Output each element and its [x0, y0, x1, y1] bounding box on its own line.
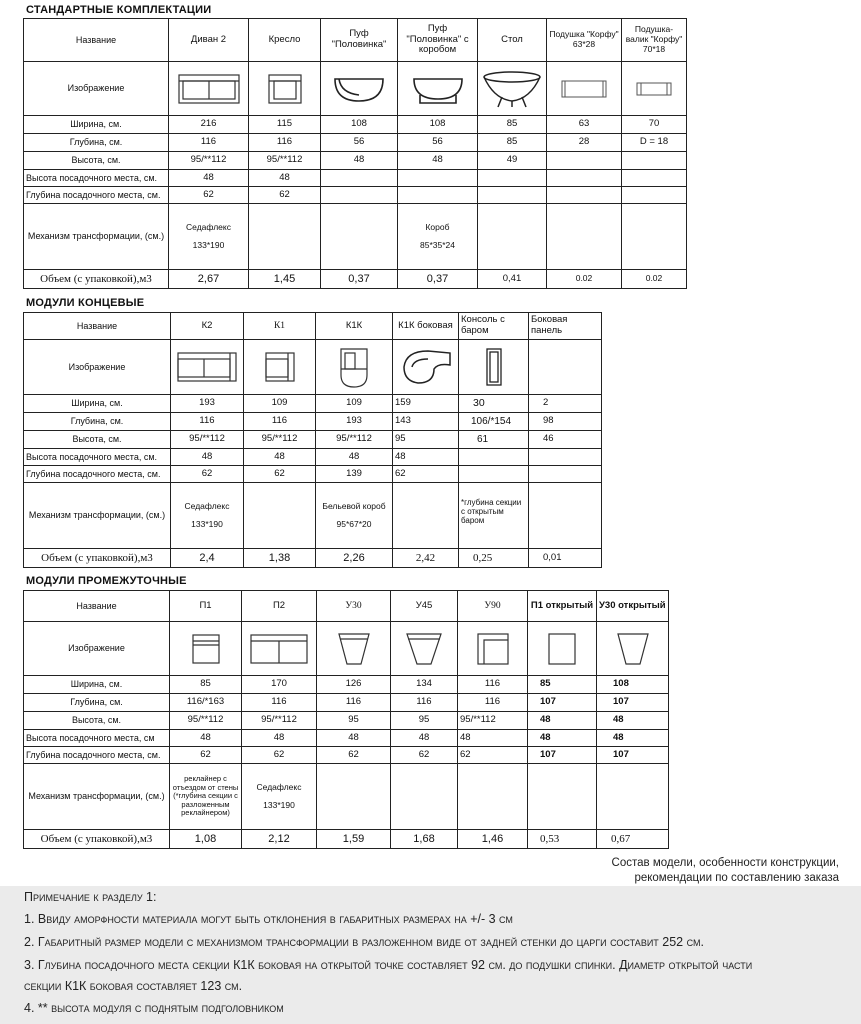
column-name: У30	[317, 591, 391, 622]
cell-value: 1,45	[249, 270, 321, 289]
mechanism-cell	[170, 764, 242, 830]
row-label-height: Высота, см.	[24, 431, 171, 449]
row-label-width: Ширина, см.	[24, 676, 170, 694]
mechanism-size: 85*35*24	[420, 239, 455, 250]
mechanism-cell	[321, 204, 398, 270]
image-cell	[321, 62, 398, 116]
middle-modules-table	[23, 590, 669, 849]
image-cell	[547, 62, 622, 116]
cell-value: 28	[547, 134, 622, 152]
cell-value: 56	[398, 134, 478, 152]
mechanism-cell	[393, 483, 459, 549]
mechanism-cell	[398, 204, 478, 270]
mechanism-title: реклайнер с отъездом от стены (*глубина секции с разложенным реклайнером)	[172, 773, 239, 818]
cell-value: 116	[458, 676, 528, 694]
table-row	[24, 413, 602, 431]
table-row	[24, 204, 687, 270]
cell-value: 62	[244, 466, 316, 483]
cell-value: 2,67	[169, 270, 249, 289]
image-cell	[597, 622, 669, 676]
cell-value: 95	[391, 712, 458, 730]
table-row	[24, 676, 669, 694]
cell-value: 109	[316, 395, 393, 413]
image-cell	[316, 340, 393, 395]
notes-panel	[0, 886, 861, 1024]
cell-value: 0,41	[478, 270, 547, 289]
cell-value: 48	[317, 730, 391, 747]
row-label-seat-depth: Глубина посадочного места, см.	[24, 187, 169, 204]
section-title-middle-modules: МОДУЛИ ПРОМЕЖУТОЧНЫЕ	[26, 575, 187, 587]
table-row	[24, 830, 669, 849]
column-name: Стол	[478, 19, 547, 62]
table-row	[24, 270, 687, 289]
cell-value: 48	[398, 152, 478, 170]
mechanism-cell	[317, 764, 391, 830]
cell-value	[622, 170, 687, 187]
note-item: 1. Ввиду аморфности материала могут быть отклонения в габаритных размерах на +/- 3 см	[24, 912, 513, 926]
image-cell	[242, 622, 317, 676]
caption-line: рекомендации по составлению заказа	[634, 872, 839, 884]
table-row	[24, 340, 602, 395]
table-row	[24, 431, 602, 449]
column-name: К2	[171, 313, 244, 340]
cell-value: 48	[170, 730, 242, 747]
image-cell	[317, 622, 391, 676]
column-name: У90	[458, 591, 528, 622]
cell-value: 1,59	[317, 830, 391, 849]
cell-value: 2,42	[393, 549, 459, 568]
mechanism-cell	[529, 483, 602, 549]
p1-open-module-icon	[545, 630, 579, 668]
cell-value: 62	[393, 466, 459, 483]
cell-value: 115	[249, 116, 321, 134]
cell-value: 85	[528, 676, 597, 694]
cell-value: 0.02	[547, 270, 622, 289]
cell-value: 159	[393, 395, 459, 413]
cell-value: 193	[316, 413, 393, 431]
cell-value: 170	[242, 676, 317, 694]
mechanism-title: Седафлекс	[186, 221, 231, 232]
k1k-side-module-icon	[398, 347, 454, 387]
cell-value: 48	[242, 730, 317, 747]
table-row	[24, 622, 669, 676]
table-row	[24, 483, 602, 549]
cell-value: 48	[528, 712, 597, 730]
cell-value: 1,08	[170, 830, 242, 849]
cell-value: 0,37	[398, 270, 478, 289]
table-row	[24, 134, 687, 152]
cell-value: 95/**112	[171, 431, 244, 449]
table-row	[24, 549, 602, 568]
cell-value: 95/**112	[169, 152, 249, 170]
cell-value: D = 18	[622, 134, 687, 152]
cell-value: 1,38	[244, 549, 316, 568]
cell-value: 85	[170, 676, 242, 694]
column-name: У45	[391, 591, 458, 622]
cell-value: 107	[528, 694, 597, 712]
cell-value: 48	[316, 449, 393, 466]
table-icon	[480, 69, 544, 109]
mechanism-title: Седафлекс	[184, 500, 230, 511]
mechanism-cell	[391, 764, 458, 830]
cell-value: 2,12	[242, 830, 317, 849]
cell-value: 0,01	[529, 549, 602, 568]
cell-value: 48	[393, 449, 459, 466]
cell-value: 108	[321, 116, 398, 134]
cell-value	[622, 152, 687, 170]
cell-value: 48	[244, 449, 316, 466]
mechanism-title: *глубина секции с открытым баром	[461, 497, 522, 526]
image-cell	[528, 622, 597, 676]
column-name: Диван 2	[169, 19, 249, 62]
column-name: У30 открытый	[597, 591, 669, 622]
cell-value: 62	[171, 466, 244, 483]
image-cell	[170, 622, 242, 676]
cell-value: 2,4	[171, 549, 244, 568]
table-row	[24, 187, 687, 204]
mechanism-cell	[458, 764, 528, 830]
k1k-module-icon	[337, 345, 371, 389]
row-label-seat-height: Высота посадочного места, см.	[24, 170, 169, 187]
u90-module-icon	[475, 630, 511, 668]
row-label-width: Ширина, см.	[24, 395, 171, 413]
cell-value: 134	[391, 676, 458, 694]
cell-value: 48	[458, 730, 528, 747]
cell-value: 48	[169, 170, 249, 187]
cell-value: 62	[249, 187, 321, 204]
cell-value: 30	[459, 395, 529, 413]
cell-value: 48	[249, 170, 321, 187]
cell-value	[459, 466, 529, 483]
section-title-standard: СТАНДАРТНЫЕ КОМПЛЕКТАЦИИ	[26, 4, 212, 16]
cell-value: 95/**112	[244, 431, 316, 449]
cell-value: 0.02	[622, 270, 687, 289]
row-label-depth: Глубина, см.	[24, 413, 171, 431]
table-row	[24, 313, 602, 340]
note-item: 4. ** высота модуля с поднятым подголовником	[24, 1001, 284, 1015]
cell-value: 109	[244, 395, 316, 413]
mechanism-cell	[547, 204, 622, 270]
cell-value: 48	[171, 449, 244, 466]
mechanism-size: 133*190	[191, 518, 223, 529]
table-row	[24, 19, 687, 62]
mechanism-cell	[622, 204, 687, 270]
pillow-icon	[559, 77, 609, 101]
cell-value: 0,53	[528, 830, 597, 849]
table-row	[24, 116, 687, 134]
table-row	[24, 764, 669, 830]
table-row	[24, 170, 687, 187]
caption	[612, 856, 839, 886]
cell-value: 143	[393, 413, 459, 431]
mechanism-cell	[459, 483, 529, 549]
cell-value: 70	[622, 116, 687, 134]
half-pouf-box-icon	[410, 71, 466, 107]
cell-value: 2,26	[316, 549, 393, 568]
image-cell	[249, 62, 321, 116]
cell-value: 61	[459, 431, 529, 449]
cell-value: 116	[249, 134, 321, 152]
sofa-2-icon	[177, 71, 241, 107]
column-name: Кресло	[249, 19, 321, 62]
row-label-name: Название	[24, 19, 169, 62]
table-row	[24, 730, 669, 747]
row-label-seat-height: Высота посадочного места, см	[24, 730, 170, 747]
image-cell	[458, 622, 528, 676]
mechanism-cell	[316, 483, 393, 549]
image-cell	[391, 622, 458, 676]
cell-value	[547, 152, 622, 170]
column-name: К1	[244, 313, 316, 340]
note-item: 2. Габаритный размер модели с механизмом трансформации в разложенном виде от задней стенки до царги составит 252 см.	[24, 935, 704, 949]
row-label-mechanism: Механизм трансформации, (см.)	[24, 483, 171, 549]
cell-value: 95/**112	[249, 152, 321, 170]
row-label-image: Изображение	[24, 622, 170, 676]
table-row	[24, 395, 602, 413]
cell-value	[398, 187, 478, 204]
cell-value	[398, 170, 478, 187]
cell-value: 1,46	[458, 830, 528, 849]
image-cell	[169, 62, 249, 116]
table-row	[24, 694, 669, 712]
cell-value	[547, 170, 622, 187]
column-name: Консоль с баром	[459, 313, 529, 340]
column-name: К1К боковая	[393, 313, 459, 340]
cell-value: 116	[244, 413, 316, 431]
mechanism-cell	[169, 204, 249, 270]
column-name: Пуф "Половинка"	[321, 19, 398, 62]
mechanism-cell	[249, 204, 321, 270]
cell-value	[321, 187, 398, 204]
console-bar-icon	[484, 346, 504, 388]
column-name: П2	[242, 591, 317, 622]
row-label-width: Ширина, см.	[24, 116, 169, 134]
mechanism-size: 133*190	[192, 239, 225, 250]
row-label-height: Высота, см.	[24, 152, 169, 170]
bolster-icon	[634, 77, 674, 101]
cell-value	[529, 449, 602, 466]
row-label-volume: Объем (с упаковкой),м3	[24, 270, 169, 289]
row-label-seat-height: Высота посадочного места, см.	[24, 449, 171, 466]
column-name: Боковая панель	[529, 313, 602, 340]
image-cell	[171, 340, 244, 395]
cell-value: 126	[317, 676, 391, 694]
table-row	[24, 62, 687, 116]
cell-value	[478, 170, 547, 187]
cell-value: 56	[321, 134, 398, 152]
table-row	[24, 152, 687, 170]
cell-value: 62	[391, 747, 458, 764]
k1-module-icon	[263, 349, 297, 385]
cell-value: 116	[391, 694, 458, 712]
row-label-height: Высота, см.	[24, 712, 170, 730]
cell-value: 49	[478, 152, 547, 170]
cell-value: 116	[458, 694, 528, 712]
cell-value	[547, 187, 622, 204]
cell-value	[478, 187, 547, 204]
p2-module-icon	[249, 631, 309, 667]
image-cell	[244, 340, 316, 395]
column-name: Подушка-валик "Корфу" 70*18	[622, 19, 687, 62]
cell-value: 63	[547, 116, 622, 134]
cell-value: 107	[528, 747, 597, 764]
cell-value: 48	[321, 152, 398, 170]
cell-value	[622, 187, 687, 204]
armchair-icon	[265, 71, 305, 107]
cell-value: 139	[316, 466, 393, 483]
row-label-mechanism: Механизм трансформации, (см.)	[24, 764, 170, 830]
cell-value: 46	[529, 431, 602, 449]
image-cell	[398, 62, 478, 116]
row-label-seat-depth: Глубина посадочного места, см.	[24, 466, 171, 483]
cell-value: 48	[597, 730, 669, 747]
cell-value: 95/**112	[242, 712, 317, 730]
row-label-name: Название	[24, 313, 171, 340]
row-label-depth: Глубина, см.	[24, 134, 169, 152]
cell-value: 116	[242, 694, 317, 712]
column-name: П1	[170, 591, 242, 622]
column-name: К1К	[316, 313, 393, 340]
end-modules-table	[23, 312, 602, 568]
cell-value: 107	[597, 747, 669, 764]
column-name: П1 открытый	[528, 591, 597, 622]
cell-value: 106/*154	[459, 413, 529, 431]
u30-open-module-icon	[615, 630, 651, 668]
cell-value: 62	[242, 747, 317, 764]
note-item: секции К1К боковая составляет 123 см.	[24, 979, 243, 993]
cell-value: 2	[529, 395, 602, 413]
table-row	[24, 466, 602, 483]
cell-value: 0,67	[597, 830, 669, 849]
note-item: 3. Глубина посадочного места секции К1К боковая на открытой точке составляет 92 см. до подушки спинки. Диаметр открытой части	[24, 958, 753, 972]
cell-value: 116	[171, 413, 244, 431]
cell-value: 0,25	[459, 549, 529, 568]
cell-value: 116	[169, 134, 249, 152]
cell-value: 1,68	[391, 830, 458, 849]
cell-value: 48	[391, 730, 458, 747]
mechanism-size: 133*190	[263, 799, 295, 810]
k2-module-icon	[176, 349, 238, 385]
cell-value: 48	[528, 730, 597, 747]
caption-line: Состав модели, особенности конструкции,	[611, 857, 839, 869]
cell-value: 62	[170, 747, 242, 764]
image-cell	[393, 340, 459, 395]
cell-value: 85	[478, 116, 547, 134]
column-name: Подушка "Корфу" 63*28	[547, 19, 622, 62]
cell-value: 62	[169, 187, 249, 204]
cell-value: 108	[398, 116, 478, 134]
mechanism-title: Седафлекс	[256, 781, 302, 792]
row-label-depth: Глубина, см.	[24, 694, 170, 712]
mechanism-cell	[244, 483, 316, 549]
cell-value: 95/**112	[458, 712, 528, 730]
row-label-seat-depth: Глубина посадочного места, см.	[24, 747, 170, 764]
cell-value: 107	[597, 694, 669, 712]
row-label-image: Изображение	[24, 62, 169, 116]
cell-value: 95	[317, 712, 391, 730]
row-label-image: Изображение	[24, 340, 171, 395]
cell-value: 62	[317, 747, 391, 764]
cell-value	[529, 466, 602, 483]
row-label-volume: Объем (с упаковкой),м3	[24, 549, 171, 568]
mechanism-cell	[478, 204, 547, 270]
mechanism-title: Бельевой короб	[322, 500, 386, 511]
column-name: Пуф "Половинка" с коробом	[398, 19, 478, 62]
table-row	[24, 747, 669, 764]
u45-module-icon	[404, 630, 444, 668]
cell-value	[321, 170, 398, 187]
mechanism-cell	[171, 483, 244, 549]
half-pouf-icon	[331, 71, 387, 107]
mechanism-size: 95*67*20	[336, 518, 372, 529]
row-label-volume: Объем (с упаковкой),м3	[24, 830, 170, 849]
image-cell	[459, 340, 529, 395]
table-row	[24, 449, 602, 466]
cell-value: 98	[529, 413, 602, 431]
cell-value: 108	[597, 676, 669, 694]
cell-value: 0,37	[321, 270, 398, 289]
cell-value: 95/**112	[170, 712, 242, 730]
standard-kits-table	[23, 18, 687, 289]
image-cell	[478, 62, 547, 116]
mechanism-title: Короб	[425, 221, 450, 232]
cell-value	[459, 449, 529, 466]
cell-value: 116/*163	[170, 694, 242, 712]
mechanism-cell	[528, 764, 597, 830]
notes-title: Примечание к разделу 1:	[24, 890, 157, 904]
cell-value: 62	[458, 747, 528, 764]
table-row	[24, 591, 669, 622]
cell-value: 48	[597, 712, 669, 730]
table-row	[24, 712, 669, 730]
p1-module-icon	[190, 631, 222, 667]
section-title-end-modules: МОДУЛИ КОНЦЕВЫЕ	[26, 297, 145, 309]
u30-module-icon	[336, 630, 372, 668]
mechanism-cell	[242, 764, 317, 830]
row-label-mechanism: Механизм трансформации, (см.)	[24, 204, 169, 270]
mechanism-cell	[597, 764, 669, 830]
image-cell	[529, 340, 602, 395]
cell-value: 193	[171, 395, 244, 413]
cell-value: 116	[317, 694, 391, 712]
cell-value: 95	[393, 431, 459, 449]
cell-value: 95/**112	[316, 431, 393, 449]
cell-value: 216	[169, 116, 249, 134]
row-label-name: Название	[24, 591, 170, 622]
cell-value: 85	[478, 134, 547, 152]
image-cell	[622, 62, 687, 116]
